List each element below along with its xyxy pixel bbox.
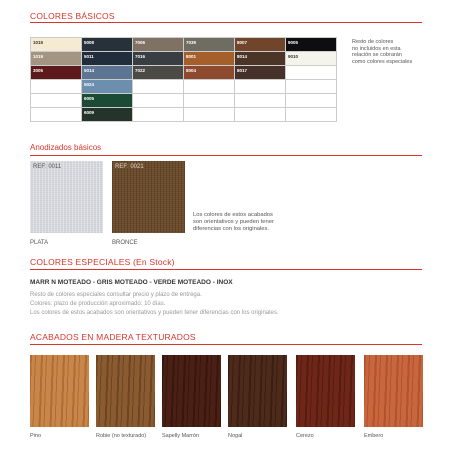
color-cell xyxy=(31,38,81,51)
color-cell xyxy=(82,38,132,51)
wood-swatch xyxy=(30,355,89,427)
color-code: 5024 xyxy=(84,82,95,87)
color-code: 7039 xyxy=(186,40,197,45)
section-title-special: COLORES ESPECIALES (En Stock) xyxy=(30,257,175,267)
swatch-plata xyxy=(30,161,103,233)
wood-swatch xyxy=(364,355,423,427)
color-code: 9010 xyxy=(288,54,299,59)
wood-swatch xyxy=(162,355,221,427)
color-cell xyxy=(184,66,234,79)
color-cell xyxy=(184,108,234,121)
section-title-anodized: Anodizados básicos xyxy=(30,143,102,152)
color-code: 1015 xyxy=(33,40,44,45)
special-line: Resto de colores especiales consultar precio y plazo de entrega. xyxy=(30,292,202,298)
note-line: Los colores de estos acabados xyxy=(193,212,273,218)
color-cell xyxy=(82,52,132,65)
color-code: 3005 xyxy=(33,68,44,73)
divider xyxy=(30,22,422,23)
note-line: no incluidos en esta xyxy=(352,45,401,52)
color-code: 5008 xyxy=(84,40,95,45)
color-cell xyxy=(235,108,285,121)
wood-label: Nogal xyxy=(228,433,243,439)
wood-label: Cerezo xyxy=(296,433,314,439)
color-cell xyxy=(235,94,285,107)
wood-label: Sapelly Marrón xyxy=(162,433,199,439)
note-line: relación se cobrarán xyxy=(352,52,402,59)
section-title-basic: COLORES BÁSICOS xyxy=(30,11,115,21)
color-code: 5014 xyxy=(84,68,95,73)
color-cell xyxy=(184,38,234,51)
color-cell xyxy=(286,38,336,51)
swatch-label: PLATA xyxy=(30,240,49,246)
color-cell xyxy=(31,66,81,79)
color-cell xyxy=(82,94,132,107)
color-code: 8014 xyxy=(237,54,248,59)
color-cell xyxy=(235,38,285,51)
wood-label: Embero xyxy=(364,433,384,439)
color-cell xyxy=(31,80,81,93)
color-cell xyxy=(82,66,132,79)
wood-swatch xyxy=(228,355,287,427)
special-line: Colores: plazo de producción aproximado: 10 días. xyxy=(30,301,166,307)
color-cell xyxy=(133,52,183,65)
color-cell xyxy=(286,108,336,121)
color-code: 6009 xyxy=(84,110,95,115)
note-line: Resto de colores xyxy=(352,39,394,45)
color-cell xyxy=(286,52,336,65)
color-row xyxy=(31,52,336,65)
color-code: 7016 xyxy=(135,54,146,59)
color-cell xyxy=(82,108,132,121)
color-row xyxy=(31,94,336,107)
special-headline: MARR N MOTEADO - GRIS MOTEADO - VERDE MOTEADO - INOX xyxy=(30,279,233,286)
color-code: 8017 xyxy=(237,68,248,73)
color-cell xyxy=(133,108,183,121)
color-cell xyxy=(31,94,81,107)
color-code: 8004 xyxy=(186,68,197,73)
color-cell xyxy=(133,38,183,51)
color-code: 9005 xyxy=(288,40,299,45)
color-code: 6005 xyxy=(84,96,95,101)
color-code: 5011 xyxy=(84,54,94,59)
note-line: diferencias con los originales. xyxy=(193,225,270,232)
color-code: 7006 xyxy=(135,40,146,45)
divider xyxy=(30,344,422,345)
color-code: 1019 xyxy=(33,54,44,59)
note-line: son orientativos y pueden tener xyxy=(193,218,274,225)
color-cell xyxy=(286,66,336,79)
color-cell xyxy=(184,94,234,107)
swatch-ref: REF: 0011 xyxy=(33,164,62,170)
wood-label: Robie (no texturado) xyxy=(96,433,147,439)
color-cell xyxy=(286,80,336,93)
section-title-wood: ACABADOS EN MADERA TEXTURADOS xyxy=(30,332,196,342)
color-cell xyxy=(184,52,234,65)
color-code: 8007 xyxy=(237,40,248,45)
color-row xyxy=(31,80,336,93)
color-cell xyxy=(133,94,183,107)
color-row xyxy=(31,66,336,79)
special-line: Los colores de estos acabados son orientativos y pueden tener diferencias con los originales. xyxy=(30,310,279,316)
divider xyxy=(30,155,422,156)
basic-color-grid xyxy=(30,37,337,122)
color-code: 8001 xyxy=(186,54,197,59)
color-row xyxy=(31,108,336,121)
color-cell xyxy=(286,94,336,107)
color-cell xyxy=(235,66,285,79)
color-cell xyxy=(82,80,132,93)
color-cell xyxy=(133,80,183,93)
color-cell xyxy=(31,52,81,65)
color-row xyxy=(31,38,336,51)
wood-label: Pino xyxy=(30,433,42,439)
swatch-bronce xyxy=(112,161,185,233)
divider xyxy=(30,269,422,270)
wood-swatch xyxy=(96,355,155,427)
color-code: 7022 xyxy=(135,68,146,73)
anodized-note xyxy=(193,212,274,233)
note-line: como colores especiales xyxy=(352,58,413,65)
swatch-ref: REF: 0021 xyxy=(115,164,144,170)
color-cell xyxy=(235,52,285,65)
basic-note xyxy=(352,39,412,65)
color-cell xyxy=(31,108,81,121)
color-cell xyxy=(184,80,234,93)
swatch-label: BRONCE xyxy=(112,240,138,246)
color-cell xyxy=(133,66,183,79)
color-cell xyxy=(235,80,285,93)
wood-swatch xyxy=(296,355,355,427)
